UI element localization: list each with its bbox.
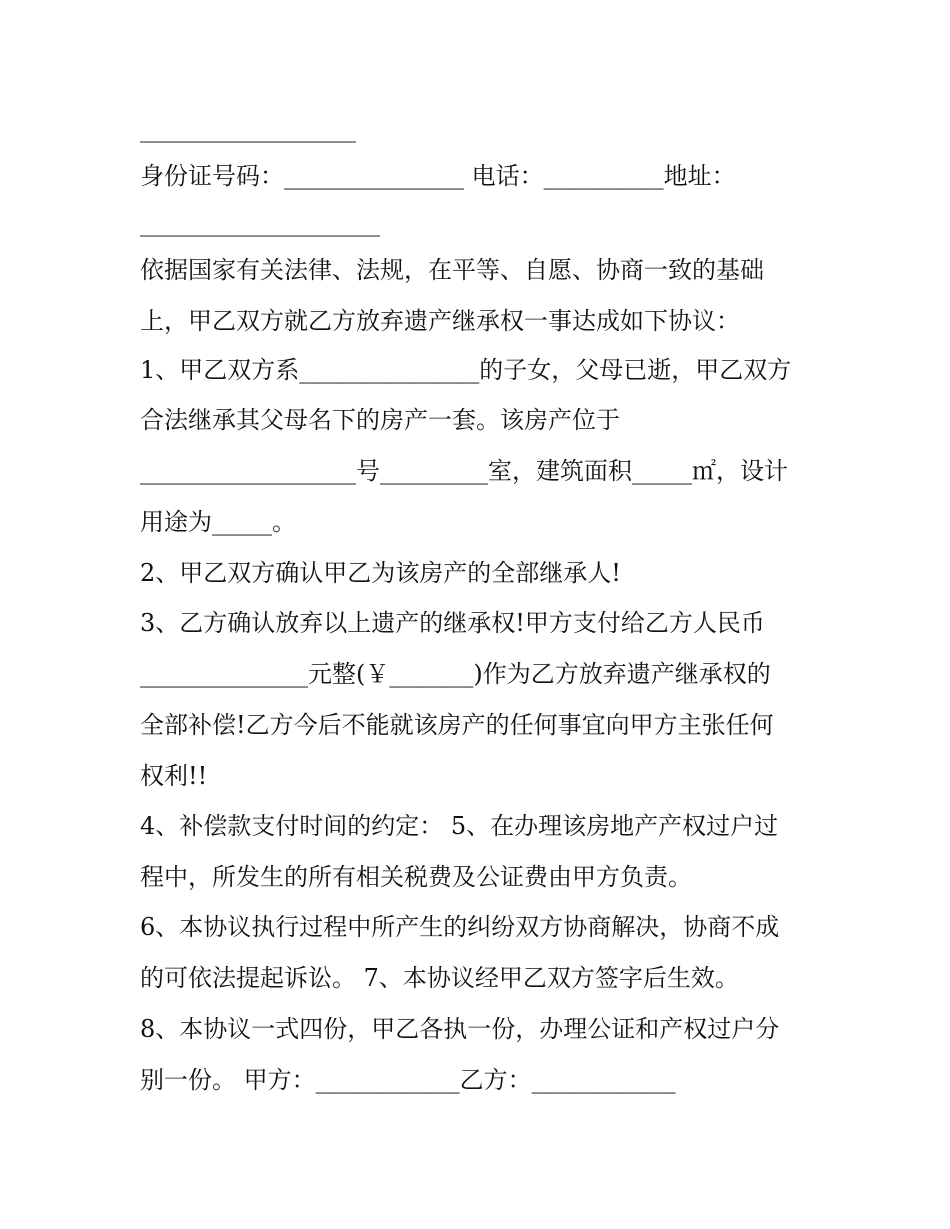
text-line: 合法继承其父母名下的房产一套。该房产位于	[140, 406, 620, 434]
text-line: ______________元整(￥_______)作为乙方放弃遗产继承权的	[140, 660, 771, 688]
text-line: 程中，所发生的所有相关税费及公证费由甲方负责。	[140, 863, 692, 891]
text-line: 的可依法提起诉讼。 7、本协议经甲乙双方签字后生效。	[140, 964, 739, 992]
text-line: __________________号_________室，建筑面积_____㎡，设计	[140, 457, 788, 485]
text-line: 8、本协议一式四份，甲乙各执一份，办理公证和产权过户分	[140, 1015, 780, 1043]
text-line: 身份证号码：_______________ 电话：__________地址：	[140, 162, 736, 190]
text-line: ____________________	[140, 209, 380, 237]
text-line: __________________	[140, 115, 356, 143]
text-line: 1、甲乙双方系_______________的子女，父母已逝，甲乙双方	[140, 356, 792, 384]
text-line: 2、甲乙双方确认甲乙为该房产的全部继承人!	[140, 559, 621, 587]
text-line: 全部补偿!乙方今后不能就该房产的任何事宜向甲方主张任何	[140, 711, 774, 739]
text-line: 4、补偿款支付时间的约定： 5、在办理该房地产产权过户过	[140, 812, 779, 840]
text-line: 别一份。 甲方：____________乙方：____________	[140, 1066, 676, 1094]
text-line: 依据国家有关法律、法规，在平等、自愿、协商一致的基础	[140, 256, 764, 284]
text-line: 上，甲乙双方就乙方放弃遗产继承权一事达成如下协议：	[140, 307, 740, 335]
text-line: 3、乙方确认放弃以上遗产的继承权!甲方支付给乙方人民币	[140, 609, 765, 637]
text-line: 6、本协议执行过程中所产生的纠纷双方协商解决，协商不成	[140, 913, 780, 941]
text-line: 权利!!	[140, 762, 208, 790]
text-line: 用途为_____。	[140, 508, 296, 536]
